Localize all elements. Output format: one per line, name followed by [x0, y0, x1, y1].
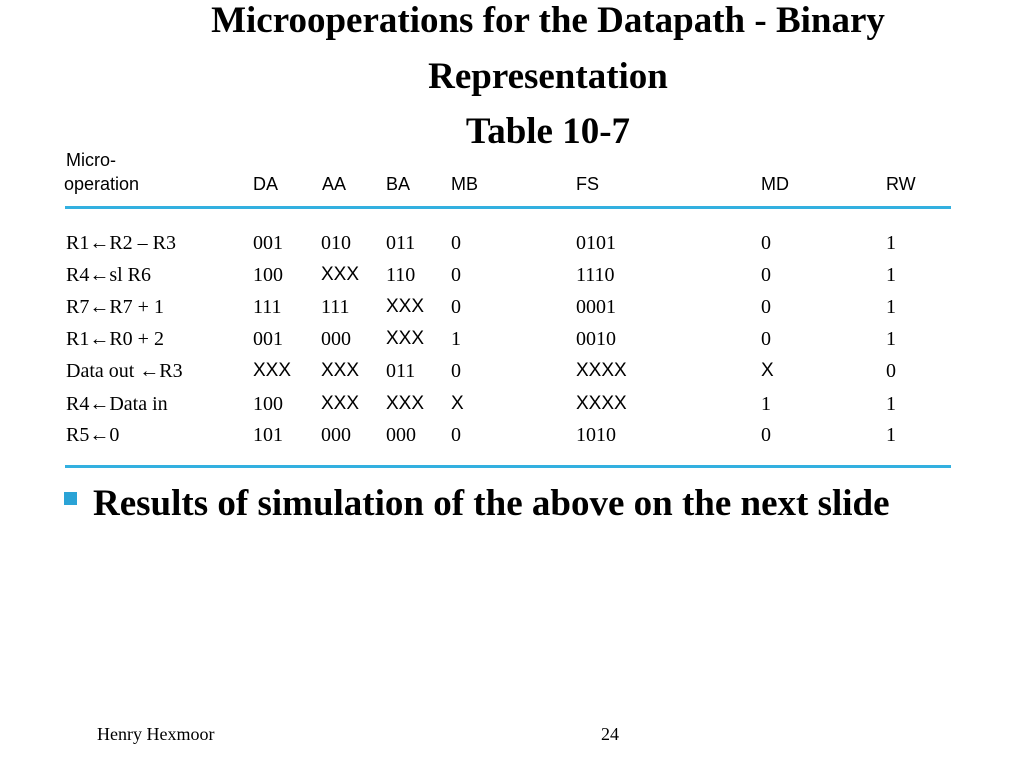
cell-da: 100 [253, 264, 283, 286]
cell-da: XXX [253, 360, 292, 381]
header-fs: FS [576, 174, 600, 194]
header-operation: operation [64, 174, 140, 194]
cell-aa: 000 [321, 424, 351, 446]
table-bottom-rule [65, 465, 951, 468]
table-top-rule [65, 206, 951, 209]
cell-md: 0 [761, 328, 771, 350]
cell-md: 0 [761, 424, 771, 446]
cell-microoperation: R5←0 [66, 424, 120, 446]
cell-microoperation: R1←R2 – R3 [66, 232, 177, 254]
cell-mb: 0 [451, 360, 461, 382]
cell-rw: 1 [886, 328, 896, 350]
cell-microoperation: R7←R7 + 1 [66, 296, 164, 318]
cell-microoperation: R4←Data in [66, 393, 168, 415]
cell-da: 111 [253, 296, 282, 318]
cell-da: 101 [253, 424, 283, 446]
cell-rw: 0 [886, 360, 896, 382]
cell-aa: XXX [321, 264, 360, 285]
cell-rw: 1 [886, 232, 896, 254]
cell-ba: 011 [386, 232, 416, 254]
cell-fs: XXXX [576, 393, 627, 414]
bullet-text: Results of simulation of the above on the next slide [93, 483, 890, 524]
cell-da: 001 [253, 328, 283, 350]
cell-da: 100 [253, 393, 283, 415]
cell-ba: XXX [386, 328, 425, 349]
cell-mb: 1 [451, 328, 461, 350]
cell-md: 1 [761, 393, 771, 415]
cell-ba: 011 [386, 360, 416, 382]
bullet-icon [64, 492, 77, 505]
cell-fs: 1110 [576, 264, 615, 286]
cell-ba: XXX [386, 296, 425, 317]
cell-fs: XXXX [576, 360, 627, 381]
header-md: MD [761, 174, 789, 194]
cell-microoperation: Data out ←R3 [66, 360, 183, 382]
cell-fs: 0101 [576, 232, 616, 254]
header-mb: MB [451, 174, 478, 194]
cell-ba: 000 [386, 424, 416, 446]
cell-fs: 0010 [576, 328, 616, 350]
cell-rw: 1 [886, 264, 896, 286]
cell-ba: XXX [386, 393, 425, 414]
cell-aa: 000 [321, 328, 351, 350]
cell-mb: 0 [451, 424, 461, 446]
cell-aa: 010 [321, 232, 351, 254]
cell-md: 0 [761, 264, 771, 286]
header-aa: AA [322, 174, 347, 194]
header-rw: RW [886, 174, 916, 194]
cell-mb: X [451, 393, 464, 414]
cell-md: X [761, 360, 774, 381]
cell-mb: 0 [451, 264, 461, 286]
header-micro: Micro- [66, 150, 116, 170]
cell-da: 001 [253, 232, 283, 254]
cell-microoperation: R1←R0 + 2 [66, 328, 164, 350]
footer-page-number: 24 [601, 724, 619, 744]
cell-fs: 0001 [576, 296, 616, 318]
cell-fs: 1010 [576, 424, 616, 446]
title-line-3: Table 10-7 [465, 111, 631, 152]
title-line-1: Microoperations for the Datapath - Binary [211, 0, 885, 41]
header-da: DA [253, 174, 279, 194]
cell-md: 0 [761, 296, 771, 318]
cell-mb: 0 [451, 296, 461, 318]
footer-author: Henry Hexmoor [97, 724, 215, 744]
cell-aa: XXX [321, 360, 360, 381]
cell-aa: 111 [321, 296, 350, 318]
cell-md: 0 [761, 232, 771, 254]
cell-mb: 0 [451, 232, 461, 254]
cell-aa: XXX [321, 393, 360, 414]
cell-ba: 110 [386, 264, 416, 286]
cell-rw: 1 [886, 424, 896, 446]
title-line-2: Representation [428, 56, 668, 97]
header-ba: BA [386, 174, 411, 194]
cell-rw: 1 [886, 296, 896, 318]
cell-rw: 1 [886, 393, 896, 415]
cell-microoperation: R4←sl R6 [66, 264, 152, 286]
